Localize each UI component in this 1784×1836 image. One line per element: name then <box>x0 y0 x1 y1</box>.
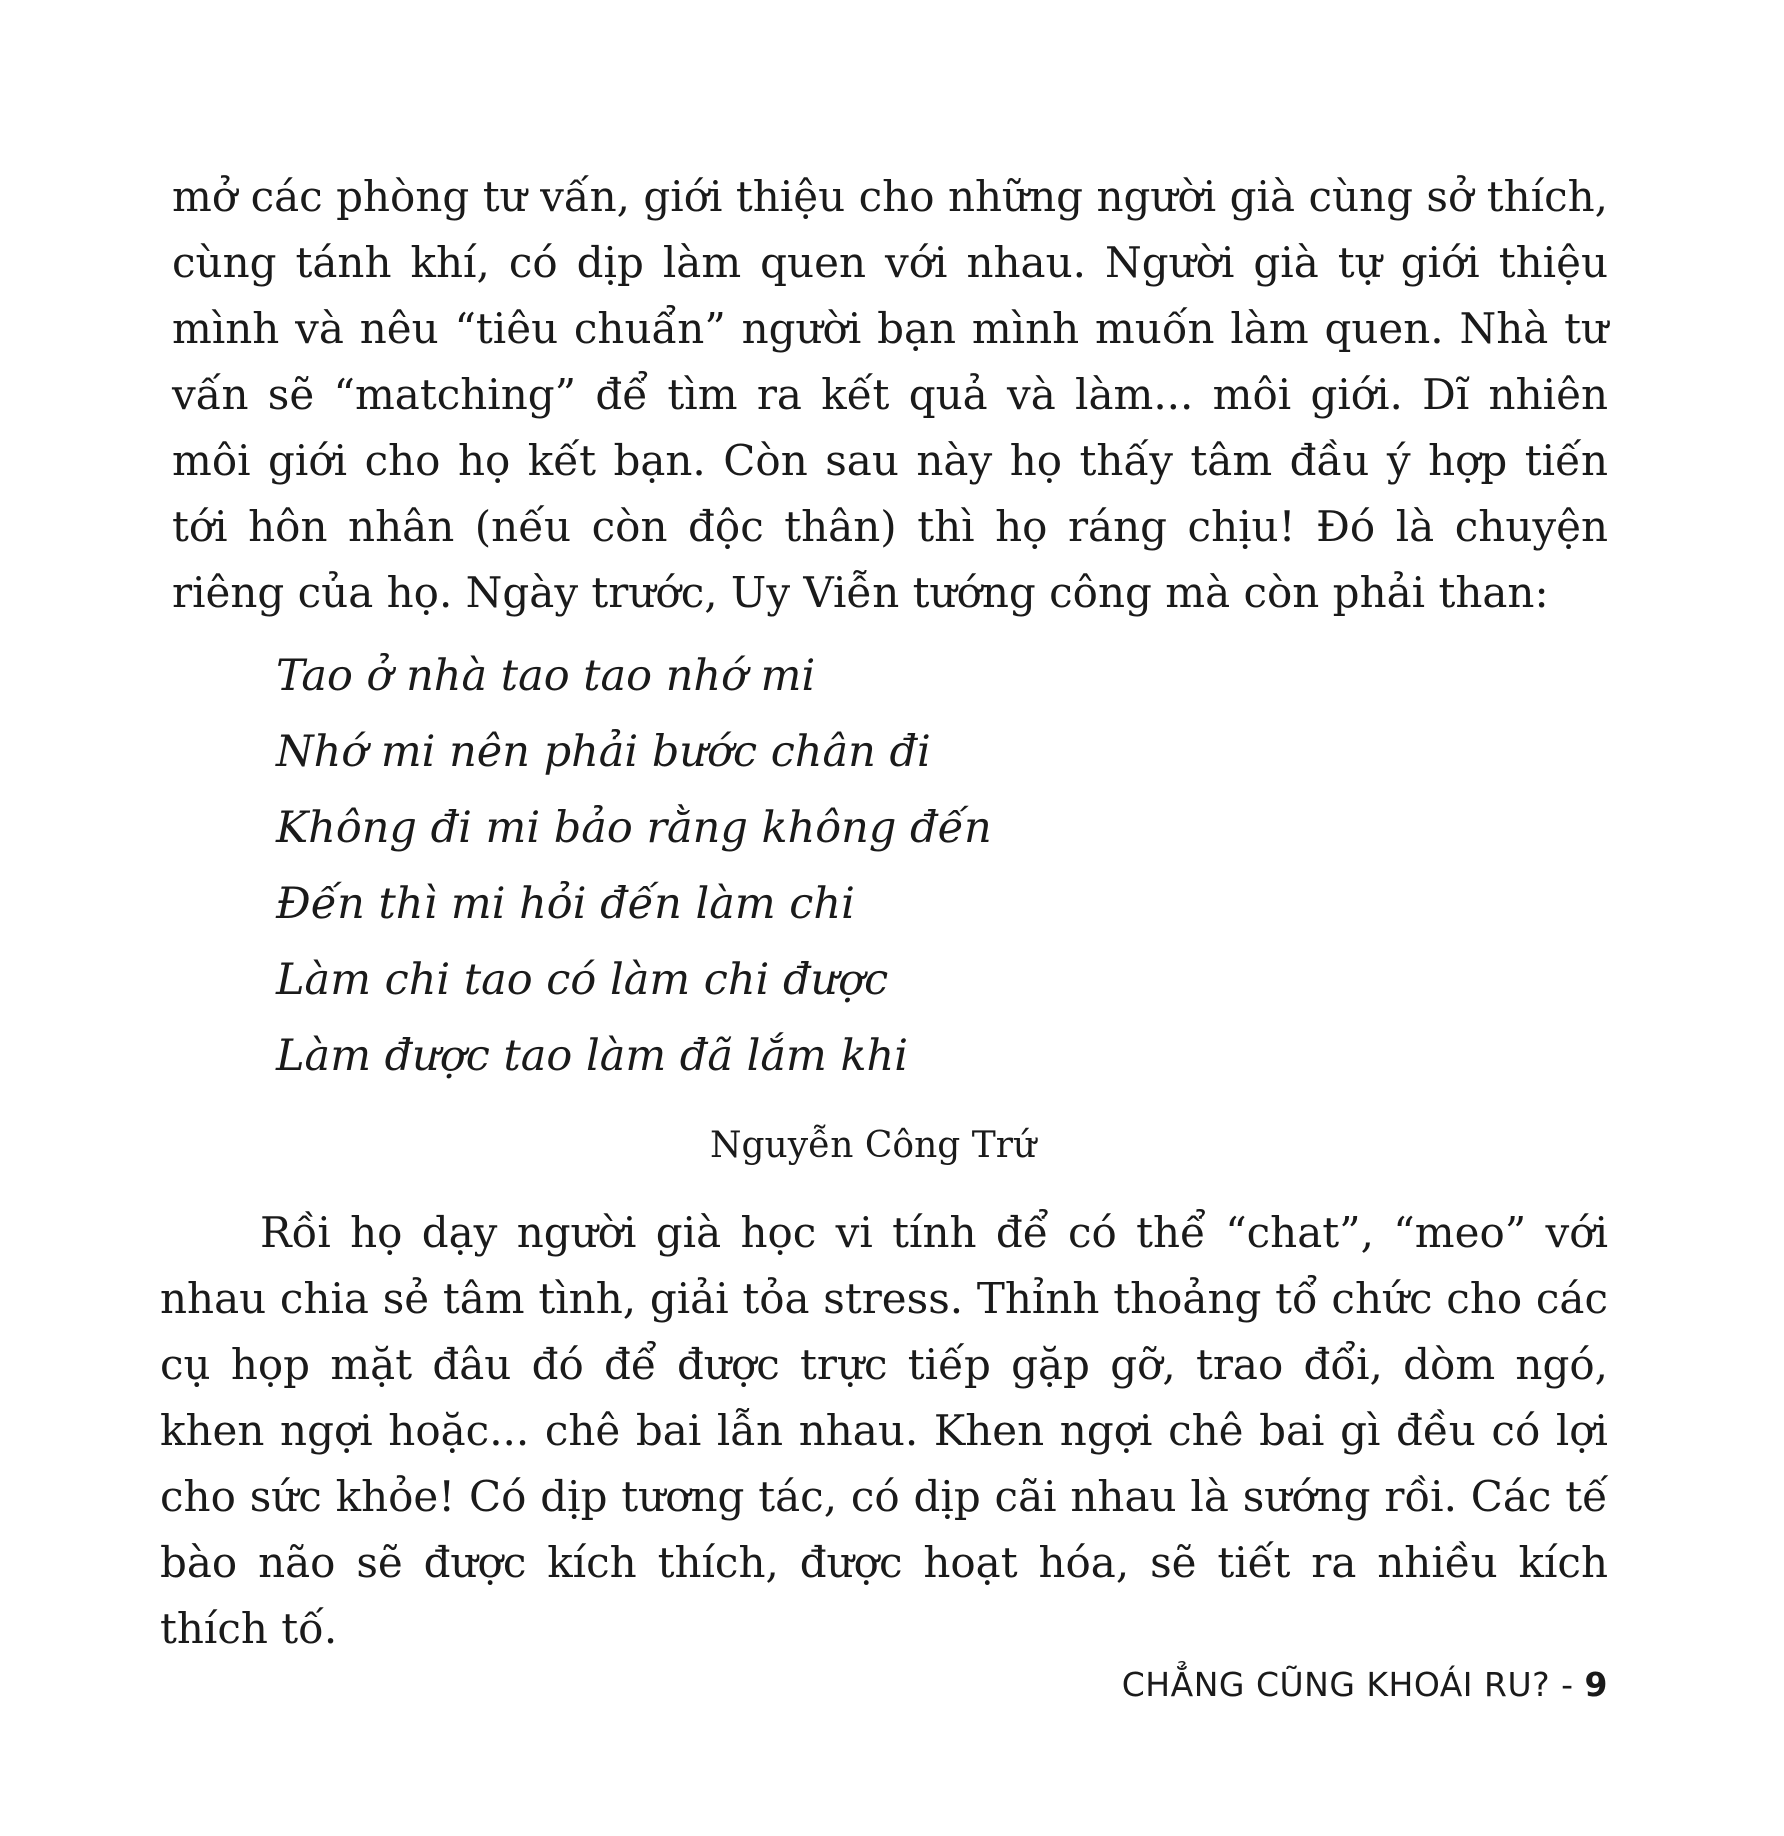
page-number: 9 <box>1584 1665 1608 1704</box>
poem-line: Làm chi tao có làm chi được <box>276 955 889 1005</box>
poem-author: Nguyễn Công Trứ <box>710 1125 1037 1166</box>
poem-verse <box>276 638 992 1094</box>
footer-separator: - <box>1550 1665 1585 1704</box>
poem-line: Không đi mi bảo rằng không đến <box>276 803 992 853</box>
poem-line: Đến thì mi hỏi đến làm chi <box>276 879 855 929</box>
page-footer <box>1122 1660 1608 1710</box>
poem-line: Làm được tao làm đã lắm khi <box>276 1031 908 1081</box>
poem-line: Tao ở nhà tao tao nhớ mi <box>276 651 816 701</box>
running-title: CHẲNG CŨNG KHOÁI RU? <box>1121 1665 1551 1704</box>
paragraph-intro: mở các phòng tư vấn, giới thiệu cho những người già cùng sở thích, cùng tánh khí, có dịp làm quen với nhau. Người già tự giới thiệu mình và nêu “tiêu chuẩn” người bạn mình muốn làm quen. Nhà tư vấn sẽ “matching” để tìm ra kết quả và làm... môi giới. Dĩ nhiên môi giới cho họ kết bạn. Còn sau này họ thấy tâm đầu ý hợp tiến tới hôn nhân (nếu còn độc thân) thì họ ráng chịu! Đó là chuyện riêng của họ. Ngày trước, Uy Viễn tướng công mà còn phải than: <box>172 172 1608 617</box>
paragraph-body: Rồi họ dạy người già học vi tính để có thể “chat”, “meo” với nhau chia sẻ tâm tình, giải tỏa stress. Thỉnh thoảng tổ chức cho các cụ họp mặt đâu đó để được trực tiếp gặp gỡ, trao đổi, dòm ngó, khen ngợi hoặc... chê bai lẫn nhau. Khen ngợi chê bai gì đều có lợi cho sức khỏe! Có dịp tương tác, có dịp cãi nhau là sướng rồi. Các tế bào não sẽ được kích thích, được hoạt hóa, sẽ tiết ra nhiều kích thích tố. <box>160 1208 1608 1653</box>
poem-line: Nhớ mi nên phải bước chân đi <box>276 727 931 777</box>
